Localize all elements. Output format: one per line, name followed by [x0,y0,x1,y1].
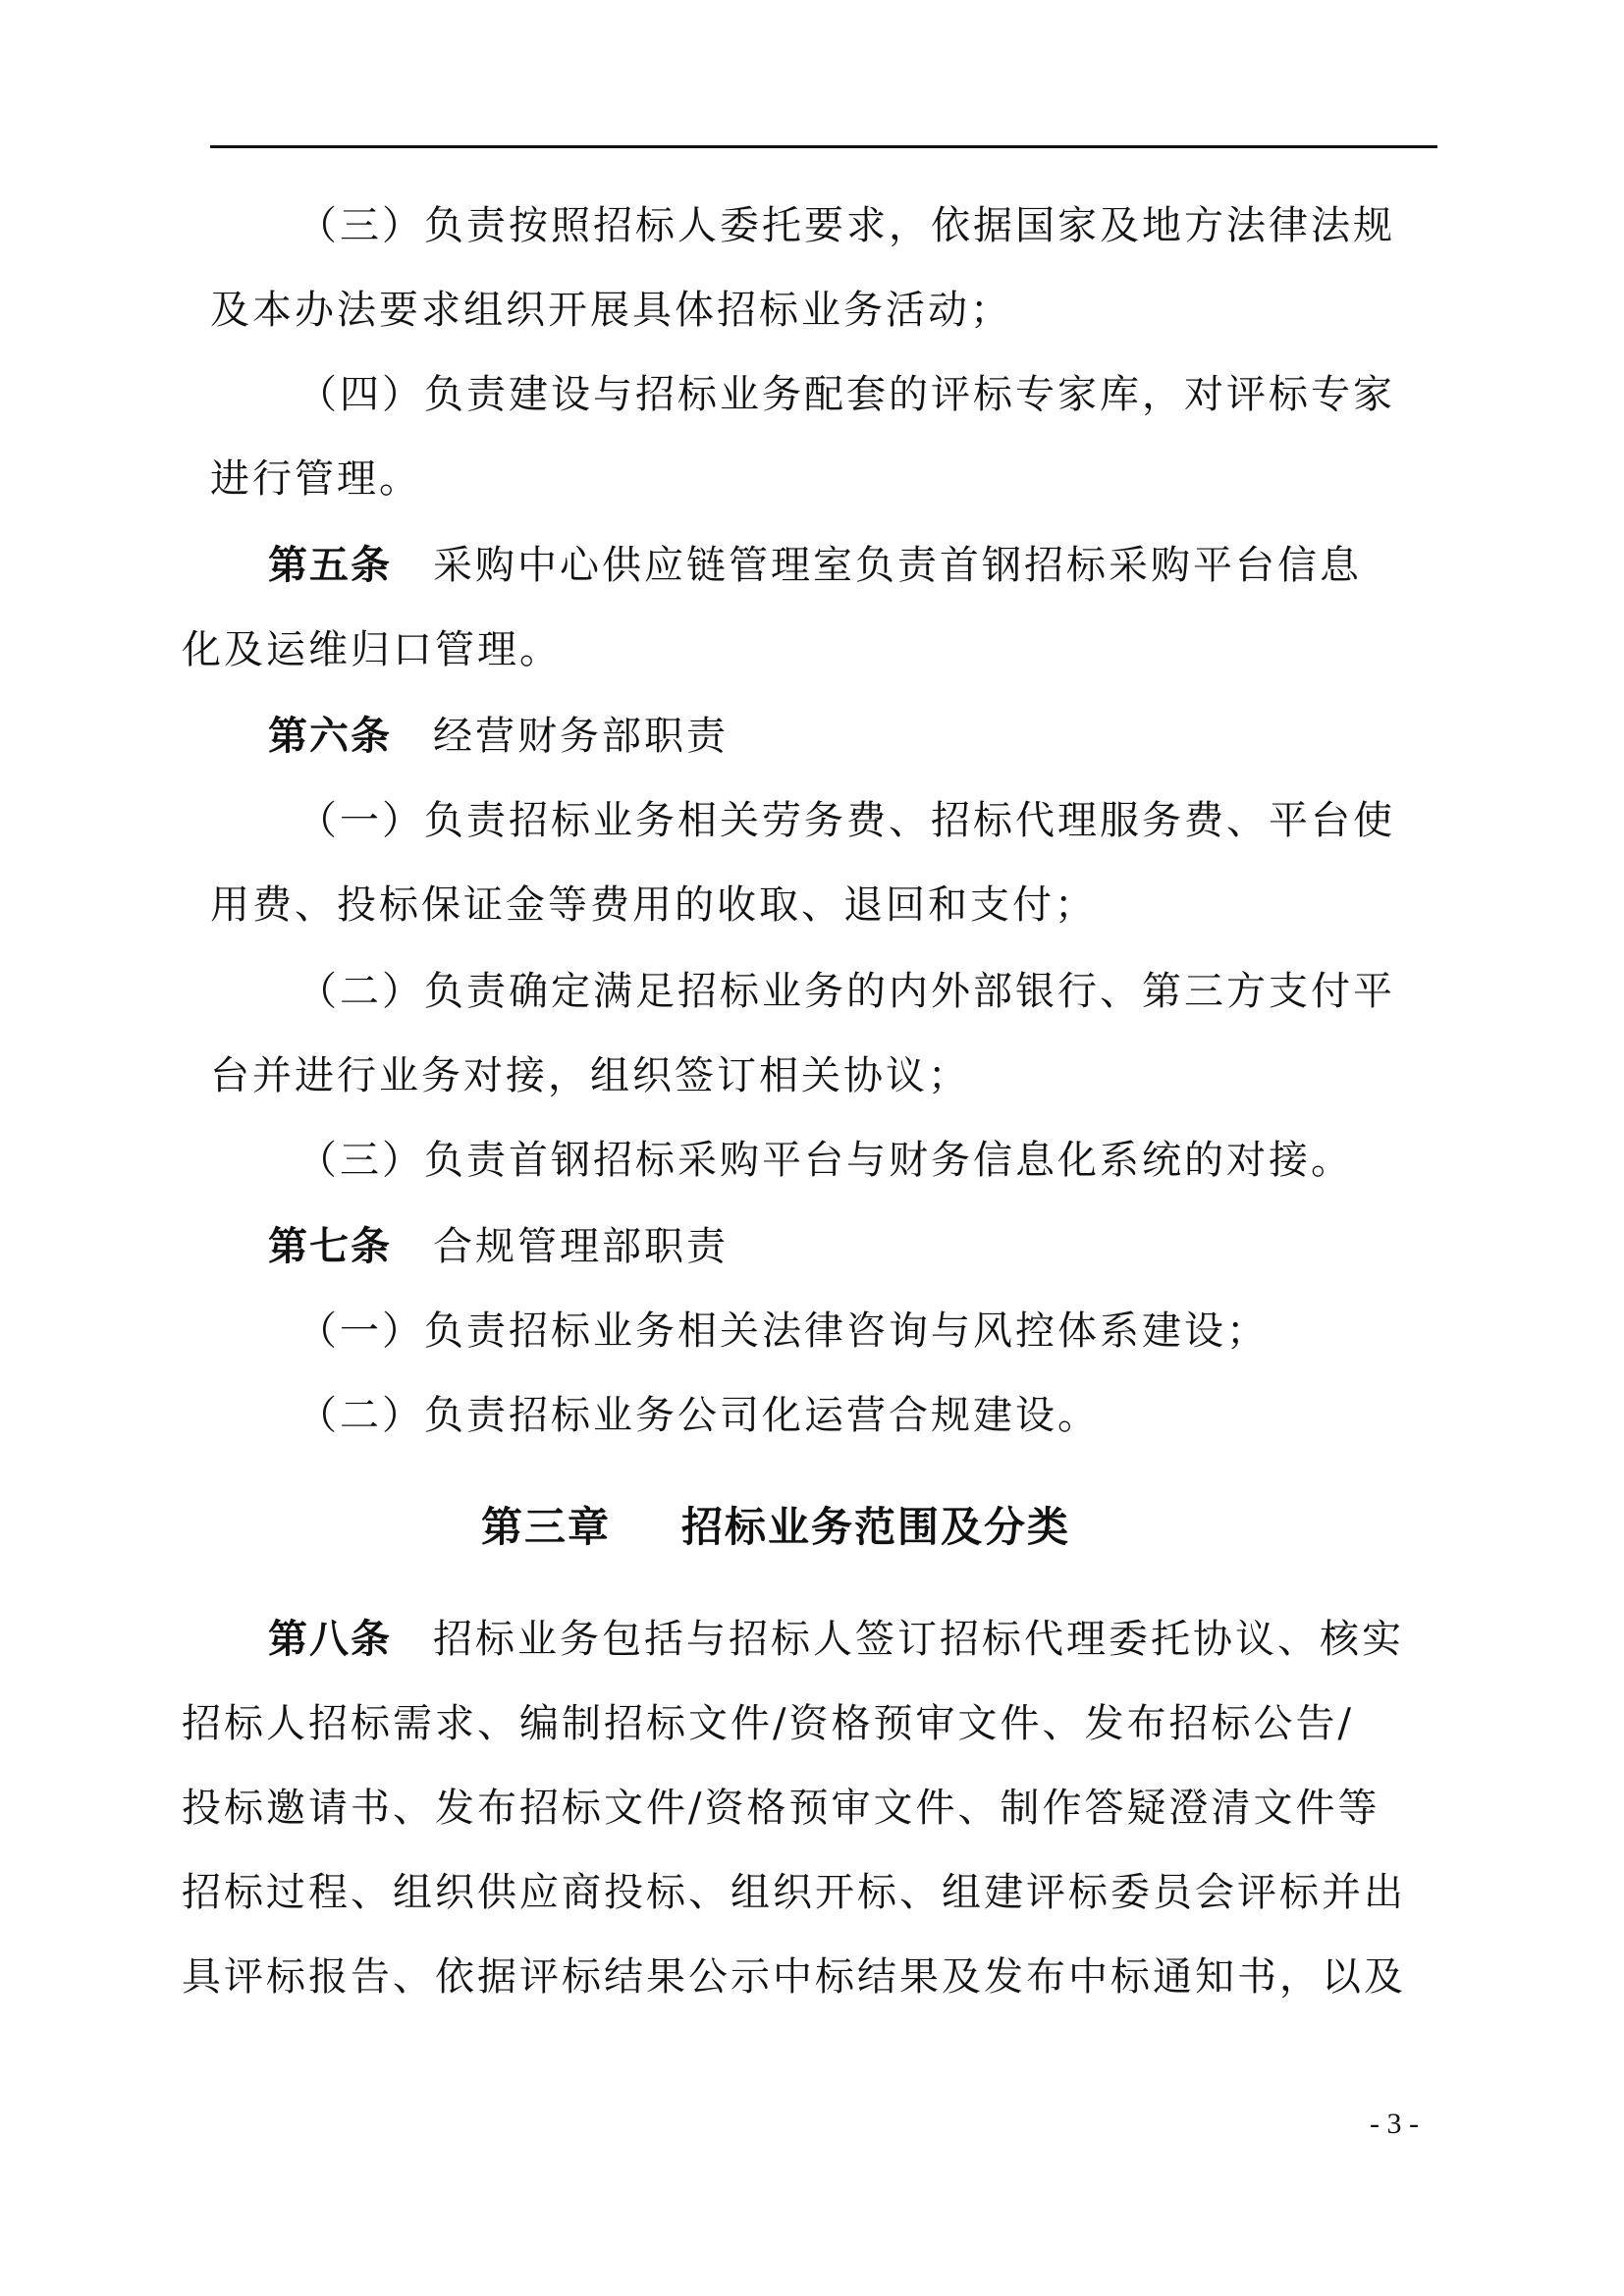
article-text: 经营财务部职责 [433,714,729,759]
article-label: 第五条 [268,543,392,588]
article-6-item: （一）负责招标业务相关劳务费、招标代理服务费、平台使 [298,798,1395,843]
article-6-item: （三）负责首钢招标采购平台与财务信息化系统的对接。 [298,1138,1353,1183]
article-5-continuation: 化及运维归口管理。 [182,627,562,672]
article-text: 招标业务包括与招标人签订招标代理委托协议、核实 [433,1617,1404,1662]
article-8 [268,1616,1404,1663]
article-8-continuation: 招标人招标需求、编制招标文件/资格预审文件、发布招标公告/ [182,1701,1354,1746]
chapter-heading [481,1502,1070,1553]
article-7-item: （二）负责招标业务公司化运营合规建设。 [298,1393,1100,1438]
paragraph-line: 及本办法要求组织开展具体招标业务活动； [210,288,1012,333]
article-text: 合规管理部职责 [433,1224,729,1269]
chapter-number: 第三章 [481,1503,612,1551]
article-8-continuation: 招标过程、组织供应商投标、组织开标、组建评标委员会评标并出 [182,1870,1406,1915]
article-8-continuation: 具评标报告、依据评标结果公示中标结果及发布中标通知书，以及 [182,1954,1406,2000]
article-7-item: （一）负责招标业务相关法律咨询与风控体系建设； [298,1308,1269,1354]
article-6 [268,713,729,760]
article-7 [268,1223,729,1270]
article-text: 采购中心供应链管理室负责首钢招标采购平台信息 [433,543,1362,588]
article-label: 第六条 [268,714,392,759]
article-6-item: 台并进行业务对接，组织签订相关协议； [210,1053,970,1098]
paragraph-line: （四）负责建设与招标业务配套的评标专家库，对评标专家 [298,372,1395,417]
chapter-title: 招标业务范围及分类 [681,1503,1071,1551]
article-6-item: （二）负责确定满足招标业务的内外部银行、第三方支付平 [298,969,1395,1014]
article-6-item: 用费、投标保证金等费用的收取、退回和支付； [210,882,1097,928]
article-8-continuation: 投标邀请书、发布招标文件/资格预审文件、制作答疑澄清文件等 [182,1786,1380,1831]
article-label: 第七条 [268,1224,392,1269]
paragraph-line: （三）负责按照招标人委托要求，依据国家及地方法律法规 [298,203,1395,248]
article-5 [268,542,1362,589]
page-number: - 3 - [1370,2108,1419,2140]
header-rule [210,145,1437,148]
article-label: 第八条 [268,1617,392,1662]
paragraph-line: 进行管理。 [210,456,421,502]
